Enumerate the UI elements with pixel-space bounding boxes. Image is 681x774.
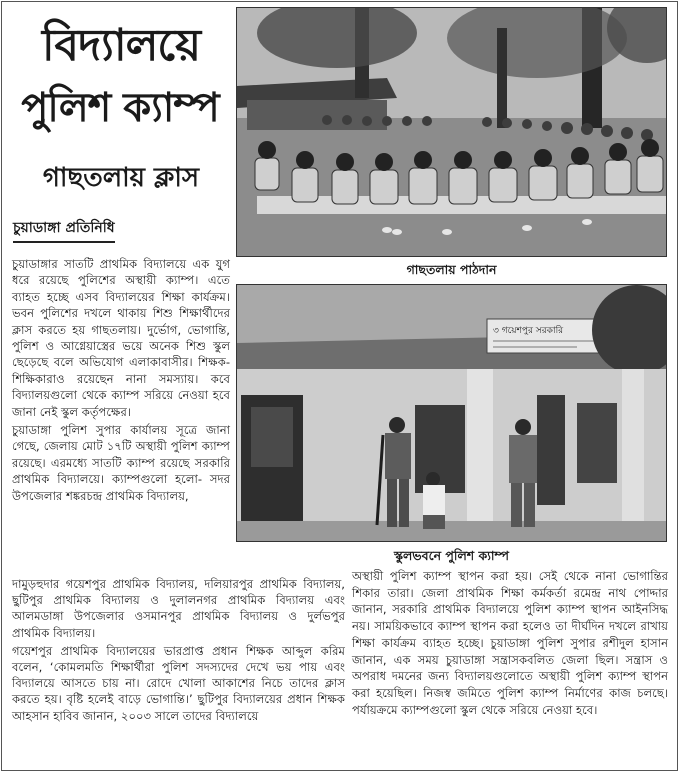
photo-class-under-tree [236, 7, 667, 257]
photo-illustration [237, 8, 667, 257]
article-column-3 [352, 568, 668, 718]
article-column-1 [12, 256, 230, 506]
photo-illustration [237, 285, 667, 542]
school-sign-text: ৩ গয়েশপুর সরকারি [493, 326, 564, 336]
article-column-2 [12, 576, 345, 726]
photo-caption-top: গাছতলায় পাঠদান [406, 262, 497, 277]
paragraph: দামুড়হুদার গয়েশপুর প্রাথমিক বিদ্যালয়, দলিয়ারপুর প্রাথমিক বিদ্যালয়, ছুটিপুর প্রাথমিক বিদ্যালয় ও দুলালনগর প্রাথমিক বিদ্যালয় এবং আলমডাঙ্গা উপজেলার ওসমানপুর প্রাথমিক বিদ্যালয় ও দুর্লভপুর প্রাথমিক বিদ্যালয়। [12, 577, 345, 640]
subheadline: গাছতলায় ক্লাস [42, 163, 200, 193]
paragraph: চুয়াডাঙ্গার সাতটি প্রাথমিক বিদ্যালয়ে এক যুগ ধরে রয়েছে পুলিশের অস্থায়ী ক্যাম্প। এতে ব্যাহত হচ্ছে এসব বিদ্যালয়ের শিক্ষা কার্যক্রম। ভবন পুলিশের দখলে থাকায় শিশু শিক্ষার্থীদের ক্লাস করতে হয় গাছতলায়। দুর্ভোগ, ভোগান্তি, পুলিশ ও আগ্নেয়াস্ত্রের ভয়ে অনেক শিশু স্কুল ছেড়েছে বলে অভিযোগ এলাকাবাসীর। শিক্ষক-শিক্ষিকারাও রয়েছেন নানা সমস্যায়। কবে বিদ্যালয়গুলো থেকে ক্যাম্প সরিয়ে নেওয়া হবে জানা নেই স্কুল কর্তৃপক্ষের। [12, 257, 230, 419]
headline-line-1: বিদ্যালয়ে [41, 20, 201, 71]
paragraph: গয়েশপুর প্রাথমিক বিদ্যালয়ের ভারপ্রাপ্ত প্রধান শিক্ষক আব্দুল করিম বলেন, ‘কোমলমতি শিক্ষার্থীরা পুলিশ সদস্যদের দেখে ভয় পায় এবং বিদ্যালয়ে আসতে চায় না। রোদে খোলা আকাশের নিচে তাদের ক্লাস করতে হয়। বৃষ্টি হলেই বাড়ে ভোগান্তি।’ ছুটিপুর বিদ্যালয়ের প্রধান শিক্ষক আহসান হাবিব জানান, ২০০৩ সালে তাদের বিদ্যালয়ে [12, 643, 345, 723]
photo-caption-bottom: স্কুলভবনে পুলিশ ক্যাম্প [393, 548, 510, 563]
byline: চুয়াডাঙ্গা প্রতিনিধি [13, 216, 115, 243]
photo-police-camp [236, 284, 667, 542]
paragraph: অস্থায়ী পুলিশ ক্যাম্প স্থাপন করা হয়। সেই থেকে নানা ভোগান্তির শিকার তারা। জেলা প্রাথমিক শিক্ষা কর্মকর্তা রমেন্দ্র নাথ পোদ্দার জানান, সরকারি প্রাথমিক বিদ্যালয়ে পুলিশ ক্যাম্প স্থাপন আইনসিদ্ধ নয়। সাময়িকভাবে ক্যাম্প স্থাপন করা হলেও তা দীর্ঘদিন দখলে রাখায় শিক্ষা কার্যক্রম ব্যাহত হচ্ছে। চুয়াডাঙ্গা পুলিশ সুপার রশীদুল হাসান জানান, এক সময় চুয়াডাঙ্গা সন্ত্রাসকবলিত জেলা ছিল। সন্ত্রাস ও অপরাধ দমনের জন্য বিদ্যালয়গুলোতে অস্থায়ী পুলিশ ক্যাম্প স্থাপন করা হয়েছিল। নিজস্ব জমিতে পুলিশ ক্যাম্প নির্মাণের কাজ চলছে। পর্যায়ক্রমে ক্যাম্পগুলো স্কুল থেকে সরিয়ে নেওয়া হবে। [352, 569, 668, 717]
paragraph: চুয়াডাঙ্গা পুলিশ সুপার কার্যালয় সূত্রে জানা গেছে, জেলায় মোট ১৭টি অস্থায়ী পুলিশ ক্যাম্প রয়েছে। এরমধ্যে সাতটি ক্যাম্প রয়েছে সরকারি প্রাথমিক বিদ্যালয়ে। ক্যাম্পগুলো হলো- সদর উপজেলার শঙ্করচন্দ্র প্রাথমিক বিদ্যালয়, [12, 423, 230, 503]
headline-line-2: পুলিশ ক্যাম্প [21, 84, 219, 131]
